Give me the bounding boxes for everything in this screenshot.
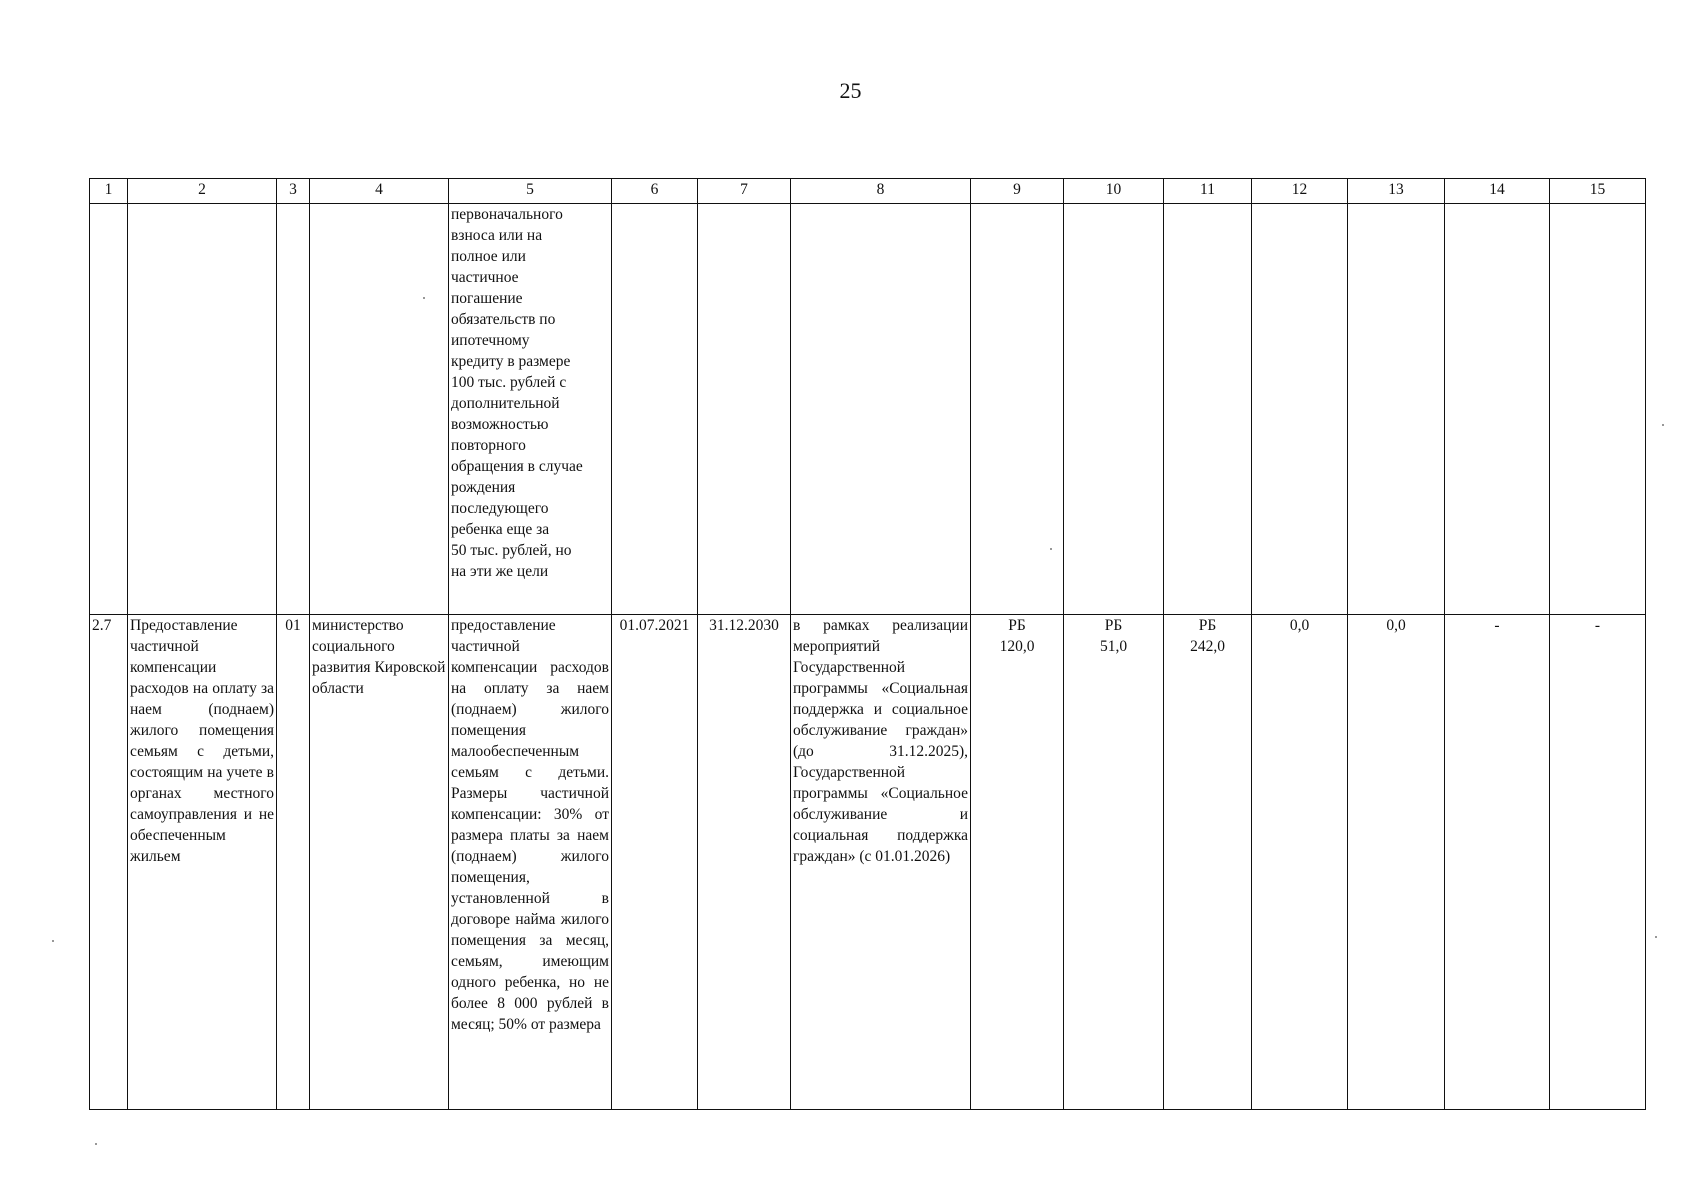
header-col-10: 10 bbox=[1064, 179, 1164, 204]
page-number: 25 bbox=[839, 78, 862, 103]
scan-speck bbox=[1655, 936, 1657, 938]
funding-col-10 bbox=[1064, 615, 1164, 1110]
description-line: ребенка еще за bbox=[451, 521, 550, 538]
cell-empty bbox=[1064, 204, 1164, 615]
funding-col-9 bbox=[971, 615, 1064, 1110]
program-measures-table bbox=[89, 178, 1646, 1110]
measure-name: Предоставление частичной компенсации расходов на оплату за наем (поднаем) жилого помещения семьям с детьми, состоящим на учете в органах местного самоуправления и не обеспеченным жильем bbox=[128, 615, 277, 1110]
description-line: взноса или на bbox=[451, 227, 543, 244]
funding-col-14: - bbox=[1445, 615, 1550, 1110]
header-col-6: 6 bbox=[612, 179, 698, 204]
header-col-5: 5 bbox=[449, 179, 612, 204]
funding-col-12: 0,0 bbox=[1252, 615, 1348, 1110]
header-col-1: 1 bbox=[90, 179, 128, 204]
description-line: дополнительной bbox=[451, 395, 560, 412]
header-col-12: 12 bbox=[1252, 179, 1348, 204]
end-date: 31.12.2030 bbox=[698, 615, 791, 1110]
description-line: обязательств по bbox=[451, 311, 556, 328]
description-line: полное или bbox=[451, 248, 526, 265]
responsible-executor: министерство социального развития Кировской области bbox=[310, 615, 449, 1110]
description-line: погашение bbox=[451, 290, 523, 307]
scan-speck bbox=[1662, 424, 1664, 426]
cell-empty bbox=[698, 204, 791, 615]
funding-amount: 51,0 bbox=[1099, 638, 1128, 655]
funding-col-15: - bbox=[1550, 615, 1646, 1110]
description-line: 50 тыс. рублей, но bbox=[451, 542, 572, 559]
scan-speck bbox=[52, 940, 54, 942]
description-line: частичное bbox=[451, 269, 519, 286]
funding-amount: 242,0 bbox=[1190, 638, 1225, 655]
funding-source: РБ bbox=[1198, 617, 1217, 634]
description-line: на эти же цели bbox=[451, 563, 549, 580]
row-number: 2.7 bbox=[90, 615, 128, 1110]
scan-speck bbox=[1050, 548, 1052, 550]
scan-speck bbox=[423, 297, 425, 299]
description-line: обращения в случае bbox=[451, 458, 583, 475]
description-line: повторного bbox=[451, 437, 526, 454]
header-col-2: 2 bbox=[128, 179, 277, 204]
cell-empty bbox=[310, 204, 449, 615]
description-line: ипотечному bbox=[451, 332, 530, 349]
header-col-14: 14 bbox=[1445, 179, 1550, 204]
header-col-13: 13 bbox=[1348, 179, 1445, 204]
description-line: первоначального bbox=[451, 206, 563, 223]
header-col-7: 7 bbox=[698, 179, 791, 204]
cell-empty bbox=[90, 204, 128, 615]
funding-amount: 120,0 bbox=[999, 638, 1035, 655]
cell-empty bbox=[612, 204, 698, 615]
cell-empty bbox=[128, 204, 277, 615]
measure-code: 01 bbox=[277, 615, 310, 1110]
funding-col-13: 0,0 bbox=[1348, 615, 1445, 1110]
cell-empty bbox=[1550, 204, 1646, 615]
header-col-9: 9 bbox=[971, 179, 1064, 204]
description-line: 100 тыс. рублей с bbox=[451, 374, 567, 391]
cell-empty bbox=[971, 204, 1064, 615]
continuation-description bbox=[449, 204, 612, 615]
description-line: рождения bbox=[451, 479, 516, 496]
header-col-4: 4 bbox=[310, 179, 449, 204]
cell-empty bbox=[1252, 204, 1348, 615]
funding-source: РБ bbox=[1104, 617, 1123, 634]
cell-empty bbox=[1445, 204, 1550, 615]
header-row bbox=[90, 179, 1646, 204]
cell-empty bbox=[277, 204, 310, 615]
measure-description: предоставление частичной компенсации расходов на оплату за наем (поднаем) жилого помещения малообеспеченным семьям с детьми. Размеры частичной компенсации: 30% от размера платы за наем (поднаем) жилого помещения, установленной в договоре найма жилого помещения за месяц, семьям, имеющим одного ребенка, но не более 8 000 рублей в месяц; 50% от размера bbox=[449, 615, 612, 1110]
header-col-11: 11 bbox=[1164, 179, 1252, 204]
description-line: возможностью bbox=[451, 416, 549, 433]
cell-empty bbox=[1348, 204, 1445, 615]
funding-source: РБ bbox=[1008, 617, 1026, 634]
implementation-basis: в рамках реализации мероприятий Государственной программы «Социальная поддержка и социальное обслуживание граждан» (до 31.12.2025), Государственной программы «Социальное обслуживание и социальная поддержка граждан» (с 01.01.2026) bbox=[791, 615, 971, 1110]
start-date: 01.07.2021 bbox=[612, 615, 698, 1110]
header-col-3: 3 bbox=[277, 179, 310, 204]
description-line: последующего bbox=[451, 500, 549, 517]
description-line: кредиту в размере bbox=[451, 353, 571, 370]
continuation-row bbox=[90, 204, 1646, 615]
cell-empty bbox=[1164, 204, 1252, 615]
funding-col-11 bbox=[1164, 615, 1252, 1110]
scan-speck bbox=[95, 1143, 97, 1145]
table-row-2-7 bbox=[90, 615, 1646, 1110]
header-col-15: 15 bbox=[1550, 179, 1646, 204]
header-col-8: 8 bbox=[791, 179, 971, 204]
cell-empty bbox=[791, 204, 971, 615]
